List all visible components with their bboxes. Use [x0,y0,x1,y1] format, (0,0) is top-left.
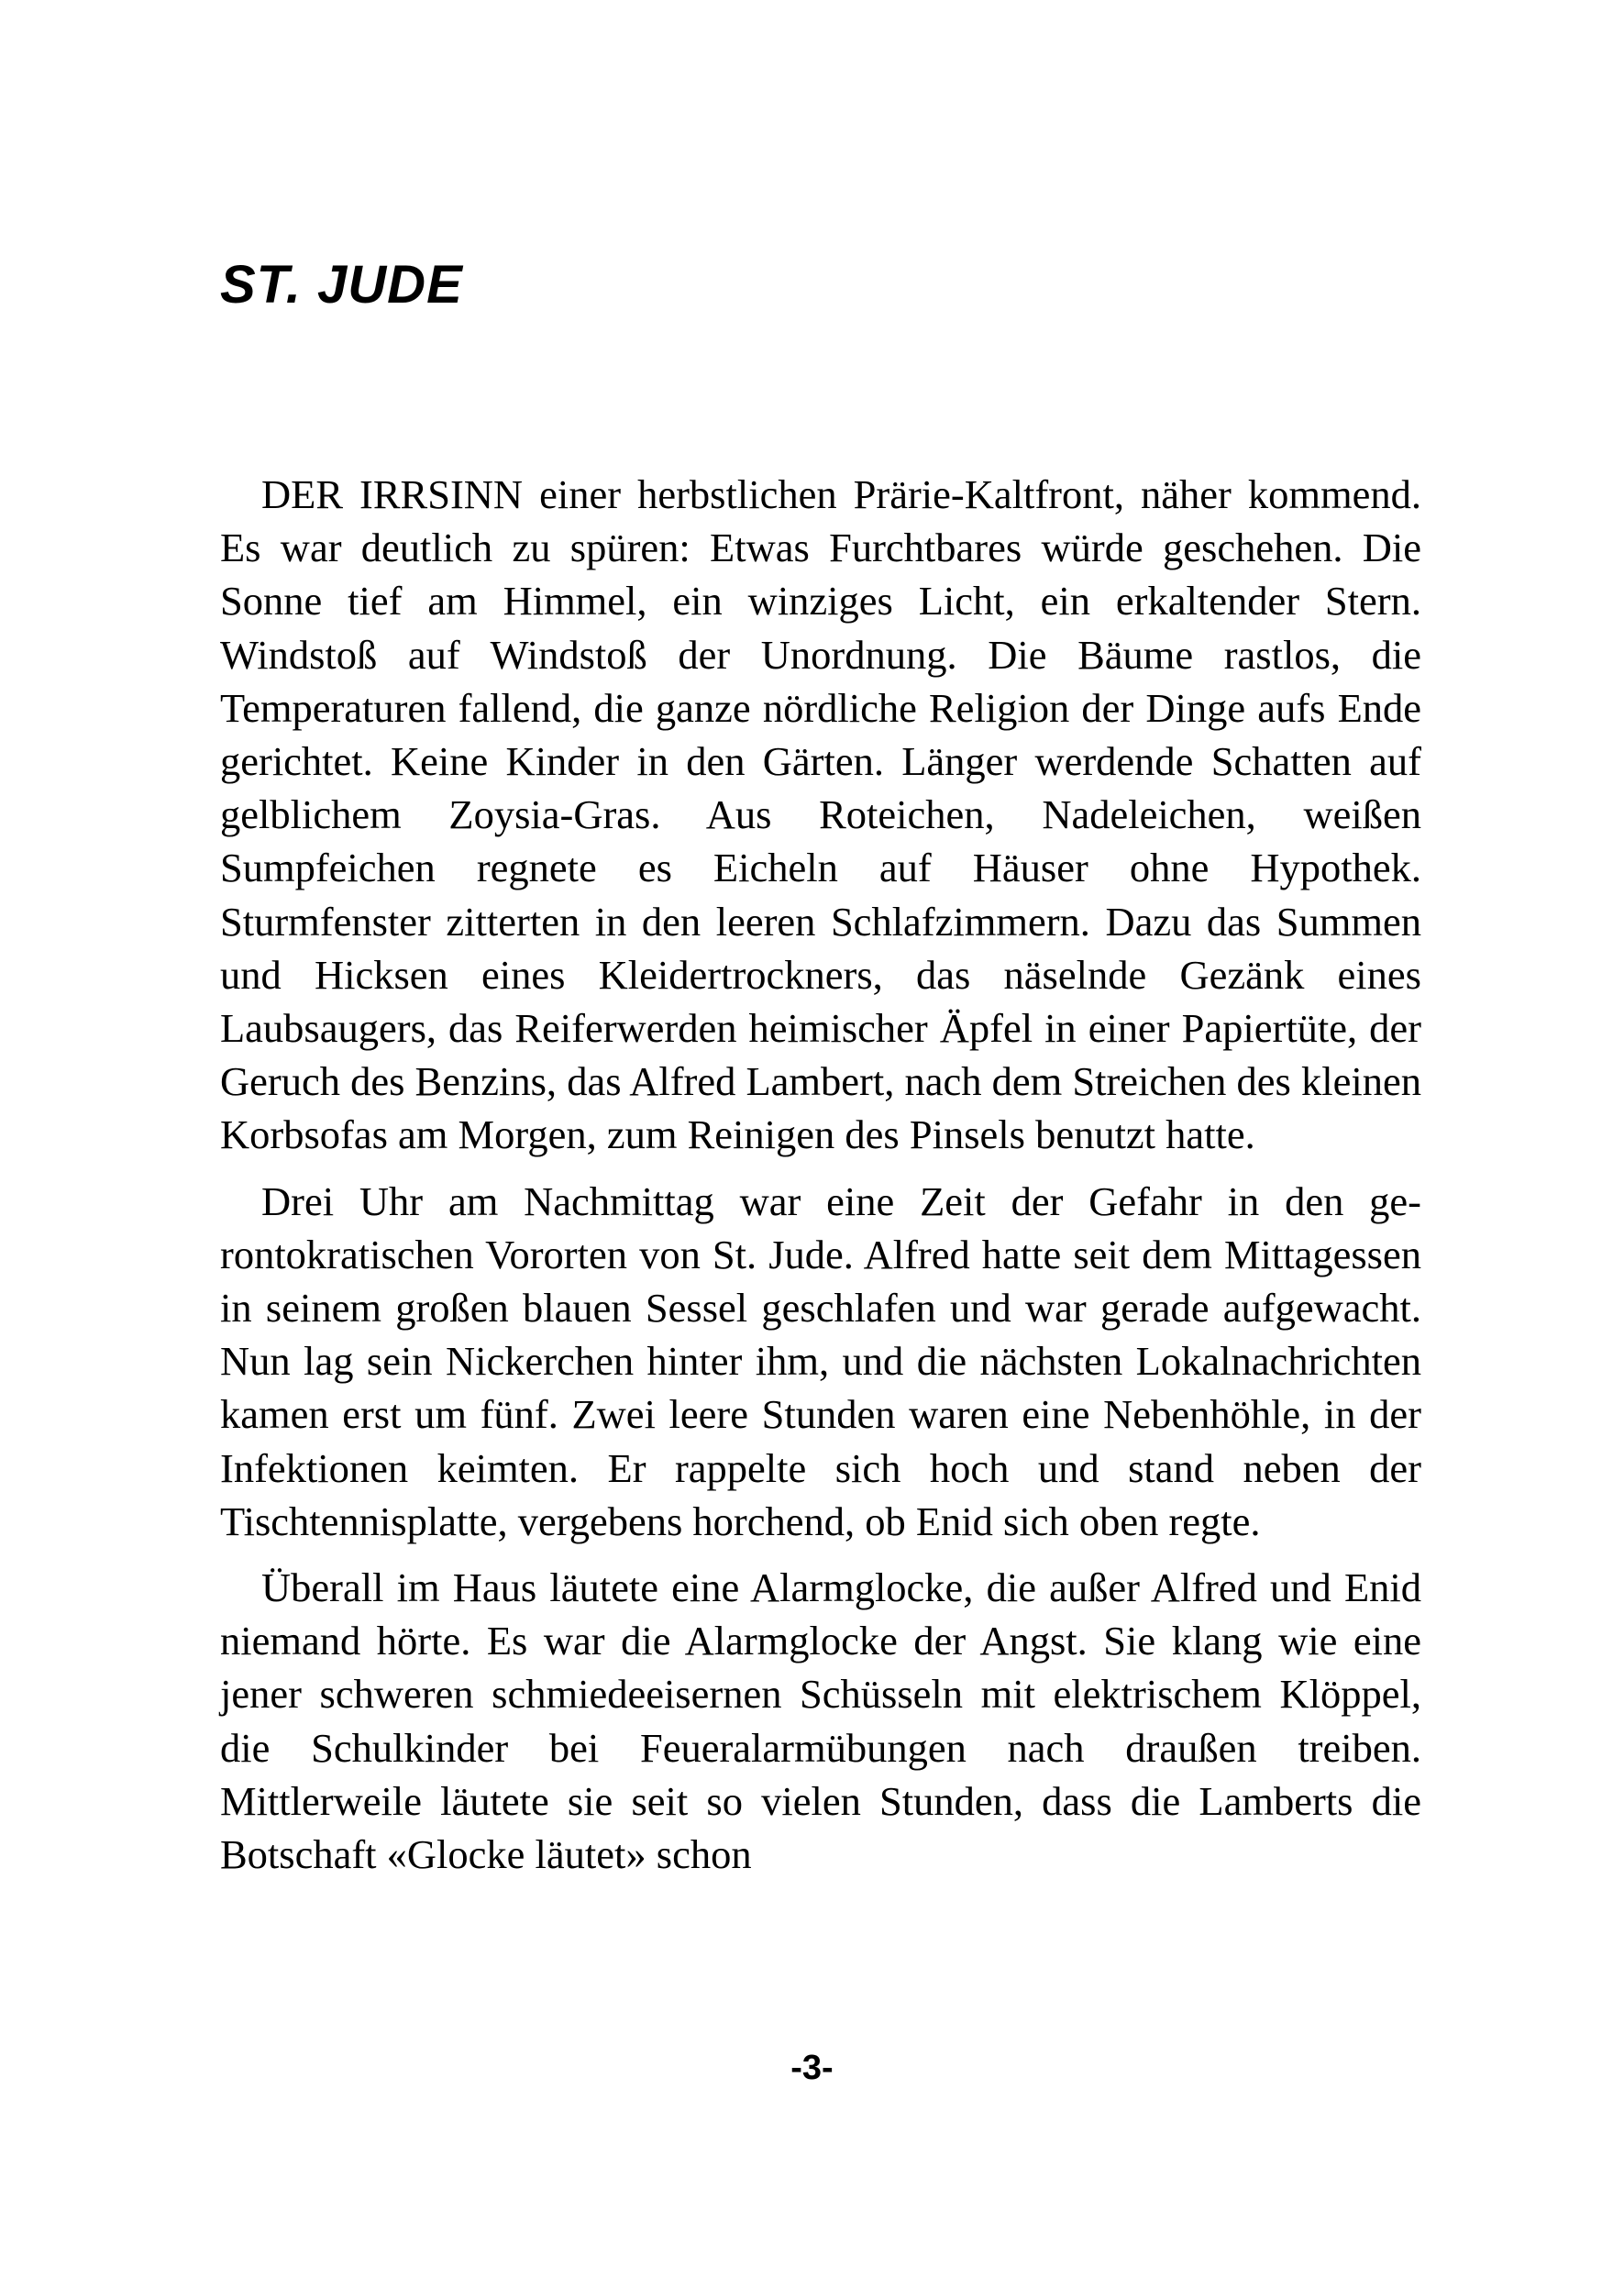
page-number: -3- [790,2049,834,2087]
chapter-body [220,468,1421,1894]
paragraph-1: DER IRRSINN einer herbstlichen Prärie-Kaltfront, näher kommend. Es war deutlich zu spüren: Etwas Furchtbares würde geschehen. Die Sonne tief am Himmel, ein winziges Licht, ein erkaltender Stern. Windstoß auf Windstoß der Unordnung. Die Bäume rastlos, die Temperaturen fallend, die ganze nördliche Religion der Dinge aufs Ende gerichtet. Keine Kinder in den Gärten. Länger werdende Schatten auf gelblichem Zoysia-Gras. Aus Roteichen, Nadeleichen, weißen Sumpfeichen regnete es Eicheln auf Häuser ohne Hypothek. Sturmfenster zitterten in den leeren Schlafzimmern. Dazu das Summen und Hicksen eines Kleidertrockners, das näselnde Gezänk eines Laubsaugers, das Reiferwerden heimischer Äpfel in einer Papiertüte, der Geruch des Benzins, das Alfred Lambert, nach dem Streichen des kleinen Korbsofas am Morgen, zum Reinigen des Pinsels benutzt hatte. [220,471,1421,1158]
chapter-title: ST. JUDE [220,255,463,315]
paragraph-2: Drei Uhr am Nachmittag war eine Zeit der Gefahr in den gerontokratischen Vororten von St. Jude. Alfred hatte seit dem Mittagessen in seinem großen blauen Sessel geschlafen und war gerade aufgewacht. Nun lag sein Nickerchen hinter ihm, und die nächsten Lokalnachrichten kamen erst um fünf. Zwei leere Stunden waren eine Nebenhöhle, in der Infektionen keimten. Er rappelte sich hoch und stand neben der Tischtennisplatte, vergebens horchend, ob Enid sich oben regte. [220,1177,1421,1544]
paragraph-3: Überall im Haus läutete eine Alarmglocke, die außer Alfred und Enid niemand hörte. Es war die Alarmglocke der Angst. Sie klang wie eine jener schweren schmiedeeisernen Schüsseln mit elektrischem Klöppel, die Schulkinder bei Feueralarmübungen nach draußen treiben. Mittlerweile läutete sie seit so vielen Stunden, dass die Lamberts die Botschaft «Glocke läutet» schon [220,1564,1421,1878]
